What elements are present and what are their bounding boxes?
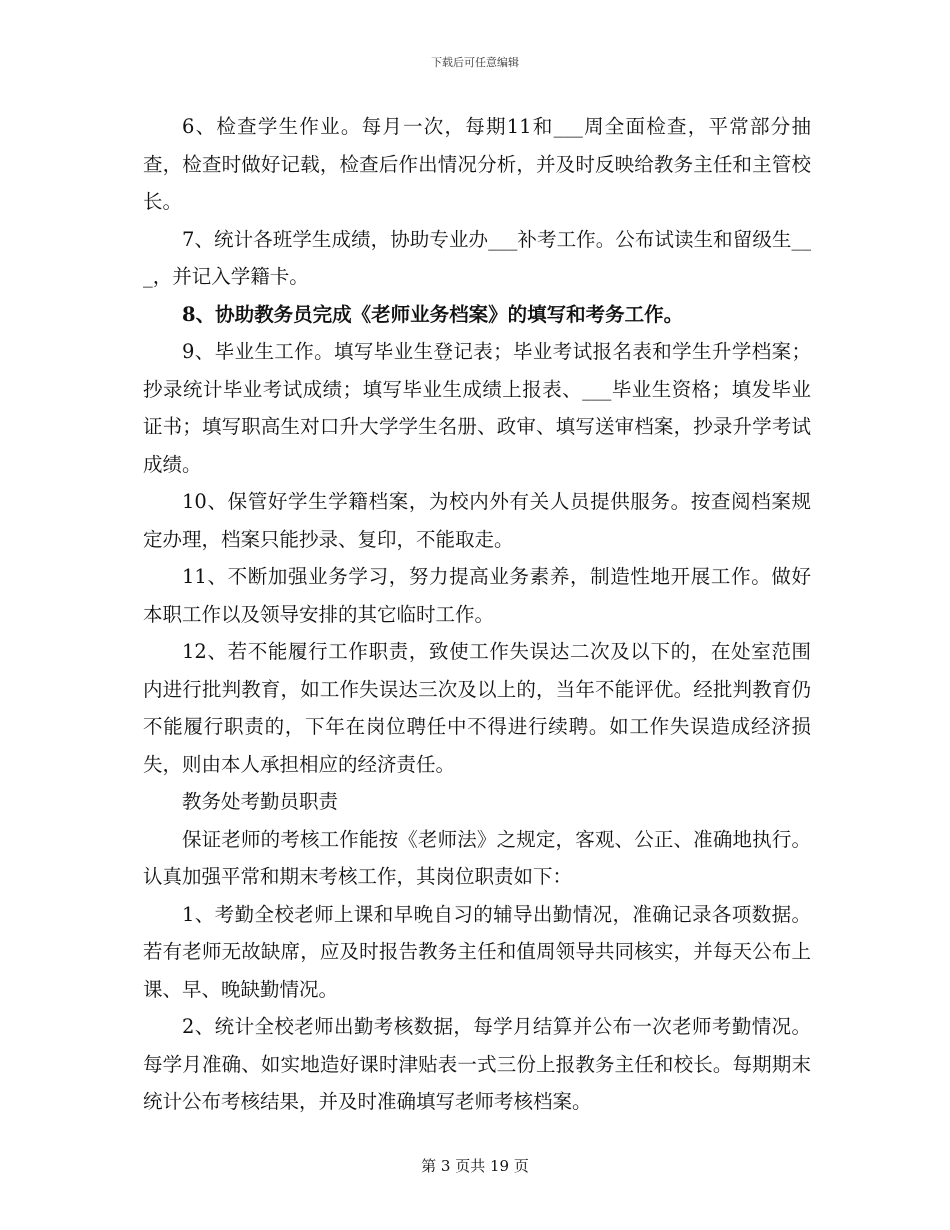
paragraph-item-7: 7、统计各班学生成绩，协助专业办___补考工作。公布试读生和留级生___，并记入学籍卡。 [143, 227, 811, 288]
paragraph-item-8: 8、协助教务员完成《老师业务档案》的填写和考务工作。 [182, 302, 684, 326]
paragraph-item-12: 12、若不能履行工作职责，致使工作失误达二次及以下的，在处室范围内进行批判教育，如工作失误达三次及以上的，当年不能评优。经批判教育仍不能履行职责的，下年在岗位聘任中不得进行续聘。如工作失误造成经济损失，则由本人承担相应的经济责任。 [143, 640, 811, 776]
paragraph-item-1: 1、考勤全校老师上课和早晚自习的辅导出勤情况，准确记录各项数据。若有老师无故缺席，应及时报告教务主任和值周领导共同核实，并每天公布上课、早、晚缺勤情况。 [143, 902, 811, 1001]
paragraph-item-10: 10、保管好学生学籍档案，为校内外有关人员提供服务。按查阅档案规定办理，档案只能抄录、复印，不能取走。 [143, 490, 811, 551]
page-number: 第 3 页共 19 页 [421, 1157, 529, 1175]
section-intro: 保证老师的考核工作能按《老师法》之规定，客观、公正、准确地执行。认真加强平常和期末考核工作，其岗位职责如下： [143, 827, 811, 888]
document-body [143, 108, 811, 1121]
section-heading: 教务处考勤员职责 [182, 790, 339, 813]
paragraph-item-11: 11、不断加强业务学习，努力提高业务素养，制造性地开展工作。做好本职工作以及领导安排的其它临时工作。 [143, 565, 811, 626]
paragraph-item-6: 6、检查学生作业。每月一次，每期11和___周全面检查，平常部分抽查，检查时做好记载，检查后作出情况分析，并及时反映给教务主任和主管校长。 [143, 115, 811, 213]
paragraph-item-9: 9、毕业生工作。填写毕业生登记表；毕业考试报名表和学生升学档案；抄录统计毕业考试成绩；填写毕业生成绩上报表、___毕业生资格；填发毕业证书；填写职高生对口升大学学生名册、政审、填写送审档案，抄录升学考试成绩。 [143, 340, 811, 476]
paragraph-item-2: 2、统计全校老师出勤考核数据，每学月结算并公布一次老师考勤情况。每学月准确、如实地造好课时津贴表一式三份上报教务主任和校长。每期期末统计公布考核结果，并及时准确填写老师考核档案。 [143, 1015, 811, 1113]
header-note: 下载后可任意编辑 [431, 56, 519, 69]
